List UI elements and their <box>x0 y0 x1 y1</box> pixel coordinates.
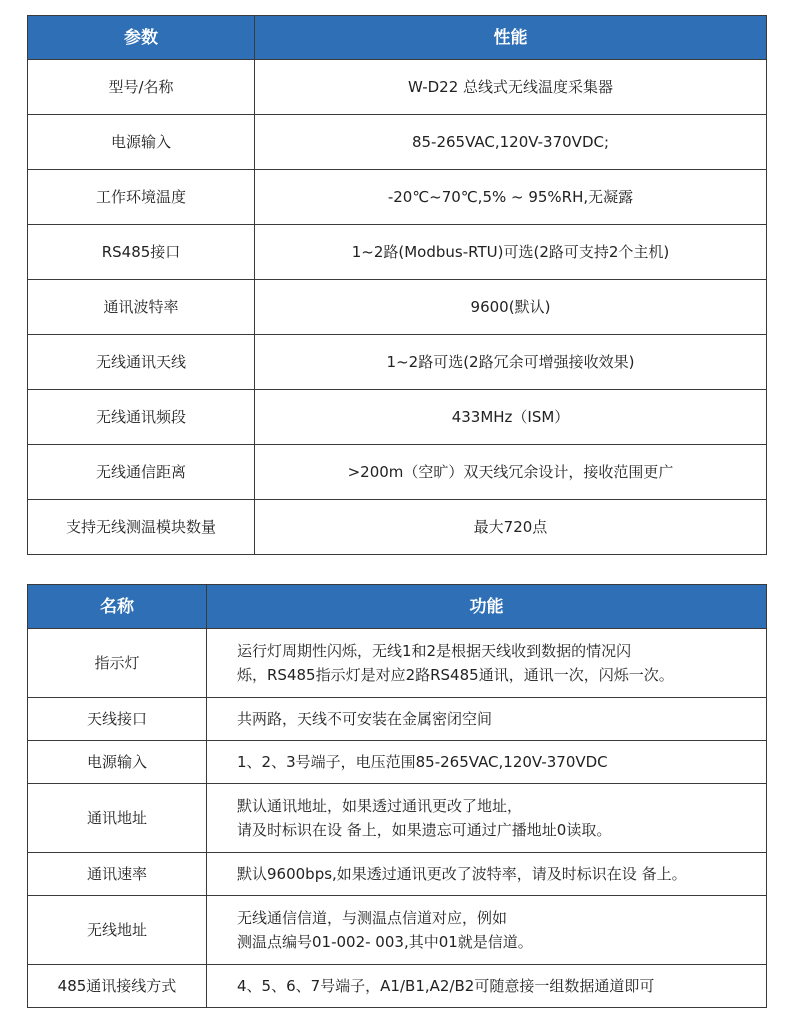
table-row <box>28 500 767 555</box>
table-row <box>28 335 767 390</box>
func-desc <box>207 741 767 784</box>
func-desc-line: 请及时标识在设 备上，如果遗忘可通过广播地址0读取。 <box>237 821 612 839</box>
func-name: 通讯速率 <box>28 853 207 896</box>
spec-value: 1~2路(Modbus-RTU)可选(2路可支持2个主机) <box>255 225 767 280</box>
table-row <box>28 390 767 445</box>
table-row <box>28 629 767 698</box>
func-name: 电源输入 <box>28 741 207 784</box>
table-row <box>28 170 767 225</box>
spec-value: 433MHz（ISM） <box>255 390 767 445</box>
func-desc <box>207 784 767 853</box>
spec-value: 最大720点 <box>255 500 767 555</box>
spec-header-param: 参数 <box>28 16 255 60</box>
spec-param: 电源输入 <box>28 115 255 170</box>
table-row <box>28 965 767 1008</box>
func-header-row <box>28 585 767 629</box>
spec-value: 9600(默认) <box>255 280 767 335</box>
spec-value: 85-265VAC,120V-370VDC; <box>255 115 767 170</box>
table-row <box>28 784 767 853</box>
func-name: 通讯地址 <box>28 784 207 853</box>
spec-param: RS485接口 <box>28 225 255 280</box>
func-desc-line: 默认9600bps,如果透过通讯更改了波特率，请及时标识在设 备上。 <box>237 865 687 883</box>
func-header-function: 功能 <box>207 585 767 629</box>
spec-table <box>27 15 767 555</box>
table-row <box>28 115 767 170</box>
spec-header-row <box>28 16 767 60</box>
func-name: 485通讯接线方式 <box>28 965 207 1008</box>
func-desc <box>207 965 767 1008</box>
func-desc-line: 运行灯周期性闪烁，无线1和2是根据天线收到数据的情况闪 <box>237 642 632 660</box>
spec-value: -20℃~70℃,5% ~ 95%RH,无凝露 <box>255 170 767 225</box>
spec-param: 支持无线测温模块数量 <box>28 500 255 555</box>
spec-param: 无线通讯天线 <box>28 335 255 390</box>
table-row <box>28 225 767 280</box>
func-desc-line: 测温点编号01-002- 003,其中01就是信道。 <box>237 933 533 951</box>
func-desc-line: 1、2、3号端子，电压范围85-265VAC,120V-370VDC <box>237 753 608 771</box>
table-row <box>28 445 767 500</box>
func-desc-line: 共两路，天线不可安装在金属密闭空间 <box>237 710 493 728</box>
table-row <box>28 741 767 784</box>
func-header-name: 名称 <box>28 585 207 629</box>
spec-param: 工作环境温度 <box>28 170 255 225</box>
spec-value: W-D22 总线式无线温度采集器 <box>255 60 767 115</box>
table-row <box>28 896 767 965</box>
func-desc-line: 烁，RS485指示灯是对应2路RS485通讯，通讯一次，闪烁一次。 <box>237 666 674 684</box>
func-desc <box>207 629 767 698</box>
table-row <box>28 698 767 741</box>
func-desc <box>207 698 767 741</box>
spec-header-perf: 性能 <box>255 16 767 60</box>
func-desc <box>207 853 767 896</box>
table-row <box>28 60 767 115</box>
spec-param: 型号/名称 <box>28 60 255 115</box>
func-name: 天线接口 <box>28 698 207 741</box>
func-desc-line: 默认通讯地址，如果透过通讯更改了地址， <box>237 797 523 815</box>
spec-value: >200m（空旷）双天线冗余设计，接收范围更广 <box>255 445 767 500</box>
func-desc-line: 无线通信信道，与测温点信道对应，例如 <box>237 909 508 927</box>
spec-param: 通讯波特率 <box>28 280 255 335</box>
table-row <box>28 853 767 896</box>
spec-param: 无线通信距离 <box>28 445 255 500</box>
spec-value: 1~2路可选(2路冗余可增强接收效果) <box>255 335 767 390</box>
func-name: 无线地址 <box>28 896 207 965</box>
spec-param: 无线通讯频段 <box>28 390 255 445</box>
func-desc <box>207 896 767 965</box>
func-desc-line: 4、5、6、7号端子，A1/B1,A2/B2可随意接一组数据通道即可 <box>237 977 655 995</box>
table-row <box>28 280 767 335</box>
function-table <box>27 584 767 1008</box>
func-name: 指示灯 <box>28 629 207 698</box>
